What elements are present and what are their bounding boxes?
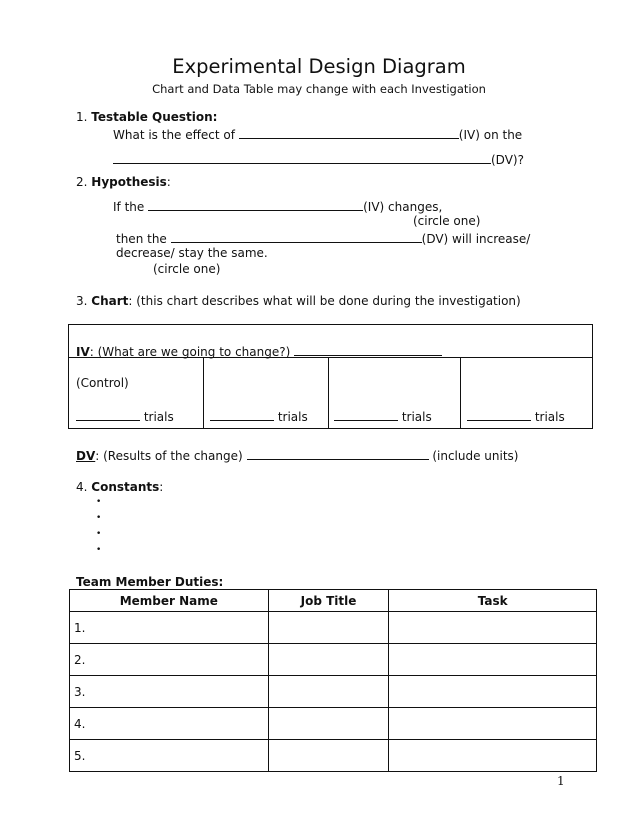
- hypothesis-line-1: [113, 198, 442, 214]
- task-cell[interactable]: [389, 708, 597, 740]
- iv-chart: [68, 324, 593, 429]
- table-row: [70, 708, 597, 740]
- section-number: 4.: [76, 480, 88, 494]
- trials-cell-2[interactable]: [210, 408, 308, 424]
- section-hypothesis: [76, 175, 171, 189]
- trials-label: trials: [534, 410, 565, 424]
- section-number: 3.: [76, 294, 88, 308]
- trials-blank[interactable]: [76, 408, 140, 421]
- if-the-label: If the: [113, 200, 145, 214]
- section-number: 2.: [76, 175, 88, 189]
- section-heading: Testable Question:: [91, 110, 218, 124]
- iv-answer-blank[interactable]: [294, 343, 442, 356]
- iv-changes-label: (IV) changes,: [363, 200, 443, 214]
- question-dv-suffix: (DV)?: [491, 153, 524, 167]
- section-chart: [76, 294, 521, 308]
- chart-divider: [203, 357, 204, 428]
- table-row: [70, 644, 597, 676]
- table-row: [70, 612, 597, 644]
- section-testable-question: [76, 110, 217, 124]
- constant-bullet-3: •: [96, 529, 102, 539]
- constant-bullet-2: •: [96, 513, 102, 523]
- circle-one-label-1: (circle one): [413, 214, 481, 228]
- section-heading: Constants: [91, 480, 160, 494]
- task-cell[interactable]: [389, 740, 597, 772]
- page-title: Experimental Design Diagram: [172, 55, 466, 78]
- trials-cell-3[interactable]: [334, 408, 432, 424]
- circle-one-label-2: (circle one): [153, 262, 221, 276]
- team-heading-text: Team Member Duties:: [76, 575, 224, 589]
- question-line-2: [113, 151, 524, 167]
- trials-label: trials: [277, 410, 308, 424]
- page-number: 1: [557, 774, 565, 788]
- member-name-cell[interactable]: 1.: [70, 612, 269, 644]
- member-name-cell[interactable]: 3.: [70, 676, 269, 708]
- trials-blank[interactable]: [334, 408, 398, 421]
- team-duties-table: [69, 589, 597, 772]
- task-cell[interactable]: [389, 676, 597, 708]
- question-suffix: (IV) on the: [458, 128, 523, 142]
- control-label: (Control): [76, 376, 129, 390]
- chart-divider: [328, 357, 329, 428]
- hypothesis-dv-blank[interactable]: [171, 230, 422, 243]
- section-number: 1.: [76, 110, 88, 124]
- table-row: [70, 676, 597, 708]
- include-units-label: (include units): [432, 449, 519, 463]
- trials-cell-4[interactable]: [467, 408, 565, 424]
- job-title-cell[interactable]: [268, 612, 389, 644]
- trials-blank[interactable]: [467, 408, 531, 421]
- member-name-cell[interactable]: 5.: [70, 740, 269, 772]
- trials-label: trials: [401, 410, 432, 424]
- table-header-row: [70, 590, 597, 612]
- hypothesis-line-2: [116, 230, 530, 246]
- job-title-cell[interactable]: [268, 708, 389, 740]
- column-header-job-title: Job Title: [268, 590, 389, 612]
- member-name-cell[interactable]: 2.: [70, 644, 269, 676]
- column-header-task: Task: [389, 590, 597, 612]
- iv-label: IV: [76, 345, 90, 359]
- member-name-cell[interactable]: 4.: [70, 708, 269, 740]
- iv-question: [76, 343, 442, 359]
- task-cell[interactable]: [389, 612, 597, 644]
- column-header-member-name: Member Name: [70, 590, 269, 612]
- table-row: [70, 740, 597, 772]
- task-cell[interactable]: [389, 644, 597, 676]
- dv-results-blank[interactable]: [247, 447, 429, 460]
- team-heading: [76, 575, 223, 589]
- constant-bullet-4: •: [96, 545, 102, 555]
- iv-blank[interactable]: [239, 126, 459, 139]
- section-heading: Chart: [91, 294, 129, 308]
- chart-description: : (this chart describes what will be done during the investigation): [128, 294, 521, 308]
- trials-blank[interactable]: [210, 408, 274, 421]
- job-title-cell[interactable]: [268, 644, 389, 676]
- hypothesis-iv-blank[interactable]: [148, 198, 363, 211]
- dv-line: [76, 447, 518, 463]
- job-title-cell[interactable]: [268, 740, 389, 772]
- section-constants: [76, 480, 163, 494]
- colon: :: [159, 480, 164, 494]
- trials-label: trials: [143, 410, 174, 424]
- section-heading: Hypothesis: [91, 175, 167, 189]
- constant-bullet-1: •: [96, 497, 102, 507]
- trials-cell-1[interactable]: [76, 408, 174, 424]
- chart-divider: [460, 357, 461, 428]
- dv-label: DV: [76, 449, 96, 463]
- dv-text: : (Results of the change): [95, 449, 243, 463]
- then-the-label: then the: [116, 232, 167, 246]
- question-line-1: [113, 126, 522, 142]
- iv-question-text: : (What are we going to change?): [89, 345, 291, 359]
- colon: :: [166, 175, 171, 189]
- job-title-cell[interactable]: [268, 676, 389, 708]
- page-subtitle: Chart and Data Table may change with each Investigation: [152, 82, 486, 96]
- dv-increase-label: (DV) will increase/: [421, 232, 531, 246]
- question-prefix: What is the effect of: [113, 128, 235, 142]
- decrease-label: decrease/ stay the same.: [116, 246, 268, 260]
- dv-blank[interactable]: [113, 151, 491, 164]
